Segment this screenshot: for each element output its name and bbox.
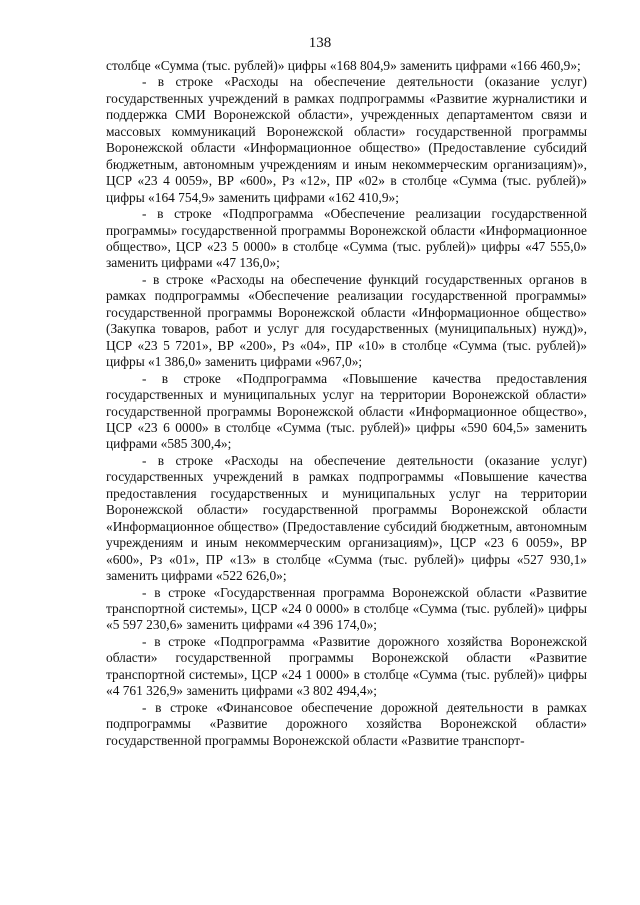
paragraph-continuation: столбце «Сумма (тыс. рублей)» цифры «168 804,9» заменить цифрами «166 460,9»;	[106, 58, 581, 73]
amendment-paragraph: - в строке «Подпрограмма «Обеспечение реализации государственной программы» государственной программы Воронежской области «Информационное общество», ЦСР «23 5 0000» в столбце «Сумма (тыс. рублей)» цифры «47 555,0» заменить цифрами «47 136,0»;	[106, 206, 587, 271]
amendment-paragraph: - в строке «Расходы на обеспечение деятельности (оказание услуг) государственных учреждений в рамках подпрограммы «Повышение качества предоставления государственных и муниципальных услуг на территории Воронежской области» государственной программы Воронежской области «Информационное общество» (Предоставление субсидий бюджетным, автономным учреждениям и иным некоммерческим организациям)», ЦСР «23 6 0059», ВР «600», Рз «01», ПР «13» в столбце «Сумма (тыс. рублей)» цифры «527 930,1» заменить цифрами «522 626,0»;	[106, 452, 587, 584]
amendment-paragraph: - в строке «Подпрограмма «Повышение качества предоставления государственных и муниципальных услуг на территории Воронежской области» государственной программы Воронежской области «Информационное общество», ЦСР «23 6 0000» в столбце «Сумма (тыс. рублей)» цифры «590 604,5» заменить цифрами «585 300,4»;	[106, 370, 587, 452]
page-number: 138	[308, 35, 332, 51]
document-body	[106, 58, 587, 749]
amendment-paragraph: - в строке «Подпрограмма «Развитие дорожного хозяйства Воронежской области» государственной программы Воронежской области «Развитие транспортной системы», ЦСР «24 1 0000» в столбце «Сумма (тыс. рублей)» цифры «4 761 326,9» заменить цифрами «3 802 494,4»;	[106, 633, 587, 699]
amendment-paragraph: - в строке «Государственная программа Воронежской области «Развитие транспортной системы», ЦСР «24 0 0000» в столбце «Сумма (тыс. рублей)» цифры «5 597 230,6» заменить цифрами «4 396 174,0»;	[106, 584, 587, 633]
amendment-paragraph: - в строке «Расходы на обеспечение деятельности (оказание услуг) государственных учреждений в рамках подпрограммы «Развитие журналистики и поддержка СМИ Воронежской области», учрежденных департаментом связи и массовых коммуникаций Воронежской области» государственной программы Воронежской области «Информационное общество» (Предоставление субсидий бюджетным, автономным учреждениям и иным некоммерческим организациям)», ЦСР «23 4 0059», ВР «600», Рз «12», ПР «02» в столбце «Сумма (тыс. рублей)» цифры «164 754,9» заменить цифрами «162 410,9»;	[106, 74, 587, 205]
amendment-paragraph: - в строке «Расходы на обеспечение функций государственных органов в рамках подпрограммы «Обеспечение реализации государственной программы» государственной программы Воронежской области «Информационное общество» (Закупка товаров, работ и услуг для государственных (муниципальных) нужд)», ЦСР «23 5 7201», ВР «200», Рз «04», ПР «10» в столбце «Сумма (тыс. рублей)» цифры «1 386,0» заменить цифрами «967,0»;	[106, 271, 587, 370]
amendment-paragraph: - в строке «Финансовое обеспечение дорожной деятельности в рамках подпрограммы «Развитие дорожного хозяйства Воронежской области» государственной программы Воронежской области «Развитие транспорт-	[106, 699, 587, 748]
